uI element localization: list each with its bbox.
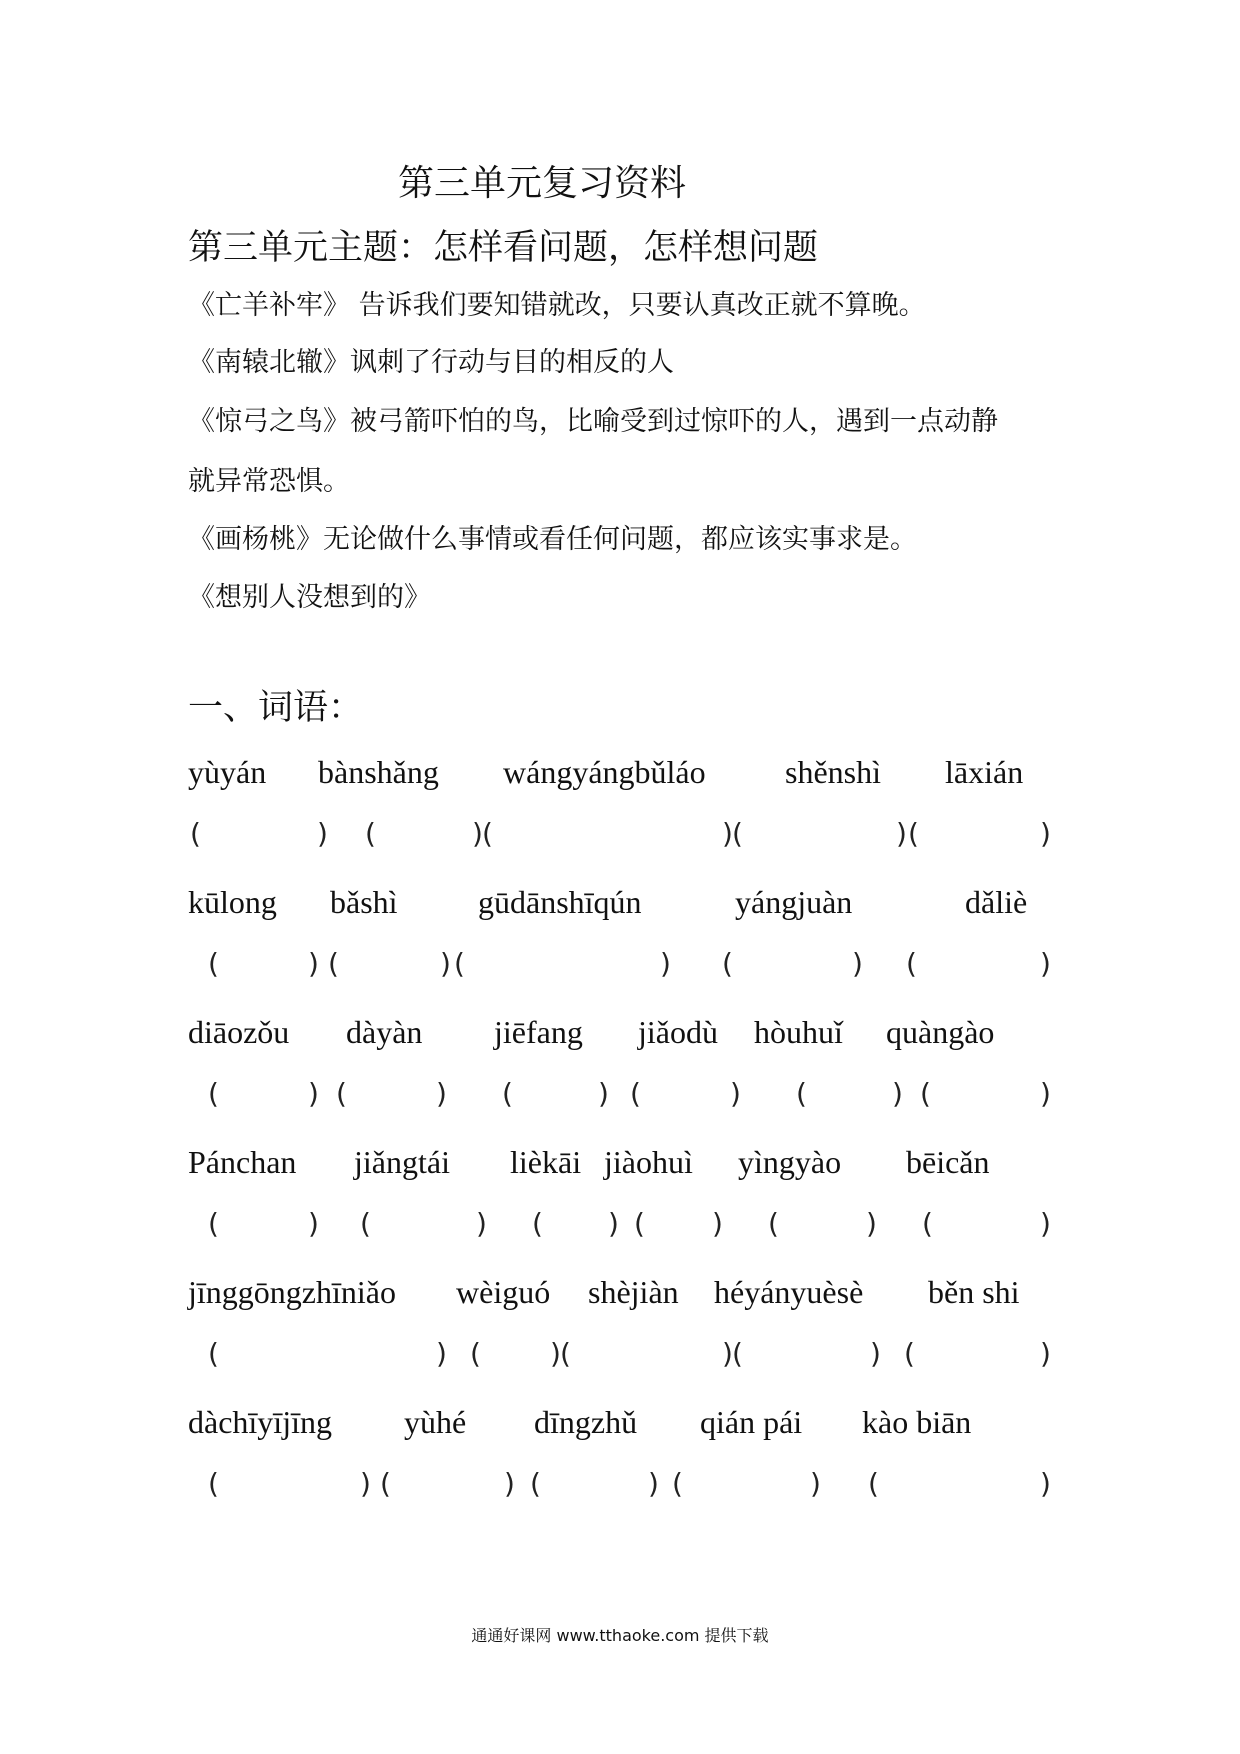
blank-close-paren: ) bbox=[1040, 1207, 1051, 1240]
lesson-summary-1: 《亡羊补牢》 告诉我们要知错就改，只要认真改正就不算晚。 bbox=[188, 290, 926, 321]
blank-close-paren: ) bbox=[476, 1207, 487, 1240]
pinyin-word: yìngyào bbox=[738, 1144, 842, 1180]
blank-open-paren: ( bbox=[630, 1077, 641, 1110]
blank-open-paren: ( bbox=[190, 817, 201, 850]
blank-open-paren: ( bbox=[336, 1077, 347, 1110]
blank-open-paren: ( bbox=[904, 1337, 915, 1370]
pinyin-word: wèiguó bbox=[456, 1274, 551, 1310]
blank-close-paren: ) bbox=[1040, 817, 1051, 850]
blank-open-paren: ( bbox=[732, 817, 743, 850]
blank-close-paren: ) bbox=[308, 947, 319, 980]
blank-close-paren: ) bbox=[722, 817, 733, 850]
lesson-summary-2: 《南辕北辙》讽刺了行动与目的相反的人 bbox=[188, 347, 674, 378]
blank-close-paren: ) bbox=[1040, 1467, 1051, 1500]
blank-open-paren: ( bbox=[365, 817, 376, 850]
pinyin-word: diāozǒu bbox=[188, 1014, 290, 1050]
blank-close-paren: ) bbox=[360, 1467, 371, 1500]
pinyin-word: jiǎngtái bbox=[354, 1144, 450, 1180]
blank-close-paren: ) bbox=[712, 1207, 723, 1240]
answer-blank-row-3 bbox=[0, 1072, 1240, 1116]
blank-close-paren: ) bbox=[504, 1467, 515, 1500]
blank-open-paren: ( bbox=[470, 1337, 481, 1370]
pinyin-word: lièkāi bbox=[510, 1144, 582, 1180]
blank-open-paren: ( bbox=[920, 1077, 931, 1110]
pinyin-row-1 bbox=[0, 750, 1240, 794]
blank-close-paren: ) bbox=[892, 1077, 903, 1110]
lesson-summary-3: 《惊弓之鸟》被弓箭吓怕的鸟，比喻受到过惊吓的人，遇到一点动静 bbox=[188, 406, 998, 437]
lesson-summary-3-continued: 就异常恐惧。 bbox=[188, 466, 350, 497]
blank-close-paren: ) bbox=[1040, 1337, 1051, 1370]
blank-open-paren: ( bbox=[732, 1337, 743, 1370]
pinyin-word: qián pái bbox=[700, 1404, 803, 1440]
blank-close-paren: ) bbox=[648, 1467, 659, 1500]
section-title-vocabulary: 一、词语： bbox=[188, 688, 364, 728]
blank-close-paren: ) bbox=[472, 817, 483, 850]
pinyin-row-5 bbox=[0, 1270, 1240, 1314]
pinyin-word: dàyàn bbox=[346, 1014, 423, 1050]
unit-theme: 第三单元主题：怎样看问题，怎样想问题 bbox=[188, 228, 819, 268]
pinyin-word: kūlong bbox=[188, 884, 277, 920]
blank-open-paren: ( bbox=[908, 817, 919, 850]
blank-open-paren: ( bbox=[560, 1337, 571, 1370]
pinyin-word: bànshǎng bbox=[318, 754, 439, 790]
blank-open-paren: ( bbox=[208, 947, 219, 980]
pinyin-word: bēicǎn bbox=[906, 1144, 990, 1180]
blank-open-paren: ( bbox=[482, 817, 493, 850]
blank-open-paren: ( bbox=[722, 947, 733, 980]
pinyin-word: bǎshì bbox=[330, 884, 398, 920]
pinyin-word: quàngào bbox=[886, 1014, 995, 1050]
pinyin-word: hòuhuǐ bbox=[754, 1014, 843, 1050]
blank-open-paren: ( bbox=[922, 1207, 933, 1240]
blank-close-paren: ) bbox=[1040, 1077, 1051, 1110]
blank-open-paren: ( bbox=[906, 947, 917, 980]
blank-close-paren: ) bbox=[896, 817, 907, 850]
pinyin-word: lāxián bbox=[945, 754, 1024, 790]
pinyin-word: jiēfang bbox=[494, 1014, 583, 1050]
pinyin-word: héyányuèsè bbox=[714, 1274, 864, 1310]
blank-open-paren: ( bbox=[532, 1207, 543, 1240]
pinyin-row-2 bbox=[0, 880, 1240, 924]
blank-close-paren: ) bbox=[810, 1467, 821, 1500]
lesson-summary-4: 《画杨桃》无论做什么事情或看任何问题，都应该实事求是。 bbox=[188, 524, 917, 555]
blank-close-paren: ) bbox=[870, 1337, 881, 1370]
blank-close-paren: ) bbox=[866, 1207, 877, 1240]
pinyin-word: gūdānshīqún bbox=[478, 884, 642, 920]
blank-open-paren: ( bbox=[796, 1077, 807, 1110]
pinyin-word: dīngzhǔ bbox=[534, 1404, 638, 1440]
pinyin-word: běn shi bbox=[928, 1274, 1020, 1310]
answer-blank-row-6 bbox=[0, 1462, 1240, 1506]
blank-close-paren: ) bbox=[436, 1337, 447, 1370]
blank-close-paren: ) bbox=[440, 947, 451, 980]
blank-open-paren: ( bbox=[208, 1337, 219, 1370]
blank-close-paren: ) bbox=[598, 1077, 609, 1110]
blank-open-paren: ( bbox=[208, 1077, 219, 1110]
blank-close-paren: ) bbox=[308, 1207, 319, 1240]
pinyin-word: yùyán bbox=[188, 754, 267, 790]
pinyin-word: shèjiàn bbox=[588, 1274, 679, 1310]
pinyin-word: wángyángbǔláo bbox=[503, 754, 706, 790]
blank-open-paren: ( bbox=[502, 1077, 513, 1110]
blank-close-paren: ) bbox=[1040, 947, 1051, 980]
pinyin-row-3 bbox=[0, 1010, 1240, 1054]
answer-blank-row-4 bbox=[0, 1202, 1240, 1246]
pinyin-word: kào biān bbox=[862, 1404, 972, 1440]
pinyin-word: yángjuàn bbox=[735, 884, 853, 920]
blank-close-paren: ) bbox=[722, 1337, 733, 1370]
answer-blank-row-2 bbox=[0, 942, 1240, 986]
answer-blank-row-1 bbox=[0, 812, 1240, 856]
blank-open-paren: ( bbox=[672, 1467, 683, 1500]
blank-close-paren: ) bbox=[730, 1077, 741, 1110]
blank-close-paren: ) bbox=[550, 1337, 561, 1370]
blank-close-paren: ) bbox=[608, 1207, 619, 1240]
page-title: 第三单元复习资料 bbox=[398, 163, 687, 204]
pinyin-row-6 bbox=[0, 1400, 1240, 1444]
blank-close-paren: ) bbox=[436, 1077, 447, 1110]
blank-close-paren: ) bbox=[308, 1077, 319, 1110]
blank-open-paren: ( bbox=[208, 1467, 219, 1500]
blank-close-paren: ) bbox=[317, 817, 328, 850]
answer-blank-row-5 bbox=[0, 1332, 1240, 1376]
pinyin-word: jiǎodù bbox=[638, 1014, 718, 1050]
lesson-summary-5: 《想别人没想到的》 bbox=[188, 582, 431, 613]
blank-close-paren: ) bbox=[660, 947, 671, 980]
pinyin-word: dàchīyījīng bbox=[188, 1404, 332, 1440]
pinyin-word: Pánchan bbox=[188, 1144, 297, 1180]
blank-open-paren: ( bbox=[360, 1207, 371, 1240]
blank-open-paren: ( bbox=[868, 1467, 879, 1500]
blank-open-paren: ( bbox=[380, 1467, 391, 1500]
pinyin-row-4 bbox=[0, 1140, 1240, 1184]
blank-open-paren: ( bbox=[634, 1207, 645, 1240]
pinyin-word: shěnshì bbox=[785, 754, 881, 790]
blank-open-paren: ( bbox=[454, 947, 465, 980]
page-footer: 通通好课网 www.tthaoke.com 提供下载 bbox=[471, 1626, 769, 1645]
blank-open-paren: ( bbox=[530, 1467, 541, 1500]
blank-close-paren: ) bbox=[852, 947, 863, 980]
pinyin-word: jiàohuì bbox=[604, 1144, 693, 1180]
blank-open-paren: ( bbox=[208, 1207, 219, 1240]
blank-open-paren: ( bbox=[768, 1207, 779, 1240]
pinyin-word: dǎliè bbox=[965, 884, 1028, 920]
blank-open-paren: ( bbox=[328, 947, 339, 980]
pinyin-word: yùhé bbox=[404, 1404, 467, 1440]
pinyin-word: jīnggōngzhīniǎo bbox=[188, 1274, 396, 1310]
